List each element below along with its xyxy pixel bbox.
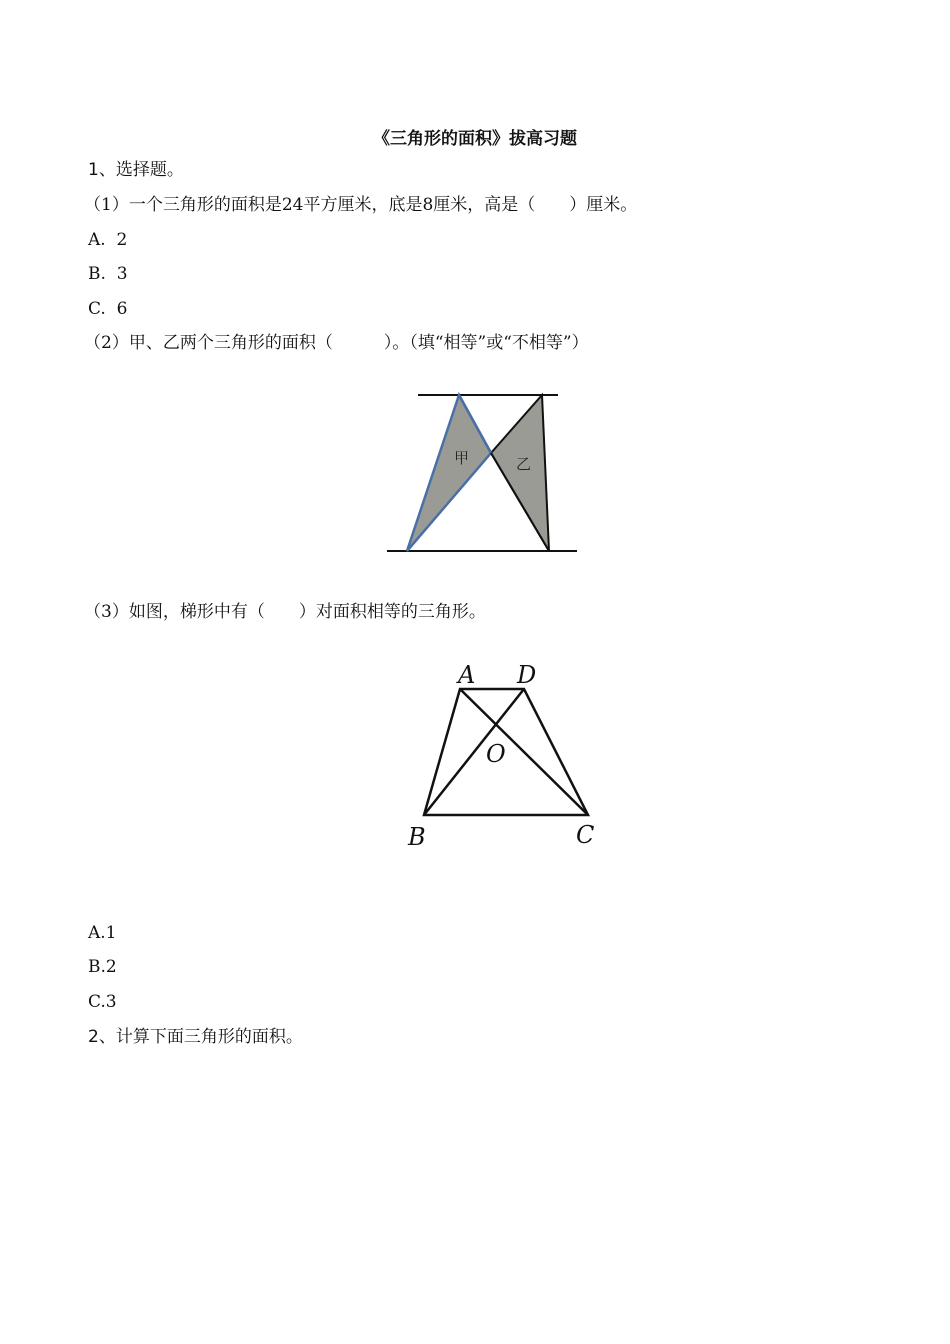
q3-option-c: C.3 — [88, 992, 117, 1012]
triangle-jia — [407, 395, 491, 551]
trapezoid-abcd — [424, 689, 588, 815]
page-title: 《三角形的面积》拔高习题 — [373, 129, 577, 149]
label-jia: 甲 — [454, 449, 470, 467]
label-o: O — [486, 740, 506, 768]
question-1-text: （1）一个三角形的面积是24平方厘米，底是8厘米，高是（ ）厘米。 — [84, 195, 638, 215]
triangle-yi — [491, 395, 549, 551]
q1-option-a: A. 2 — [88, 230, 128, 250]
q1-option-b: B. 3 — [88, 264, 128, 284]
section1-heading: 1、选择题。 — [88, 160, 184, 180]
diagonal-bd — [424, 689, 524, 815]
q3-option-b: B.2 — [88, 957, 117, 977]
question-2-text: （2）甲、乙两个三角形的面积（ ）。（填“相等”或“不相等”） — [84, 333, 589, 353]
trapezoid-figure — [400, 655, 615, 859]
label-c: C — [576, 821, 595, 849]
label-d: D — [517, 661, 537, 689]
section2-heading: 2、计算下面三角形的面积。 — [88, 1027, 303, 1047]
triangles-figure — [380, 385, 580, 564]
label-b: B — [408, 823, 426, 851]
diagonal-ac — [460, 689, 588, 815]
q3-option-a: A.1 — [88, 923, 117, 943]
label-a: A — [458, 661, 476, 689]
question-3-text: （3）如图，梯形中有（ ）对面积相等的三角形。 — [84, 602, 486, 622]
label-yi: 乙 — [516, 455, 532, 473]
q1-option-c: C. 6 — [88, 299, 128, 319]
